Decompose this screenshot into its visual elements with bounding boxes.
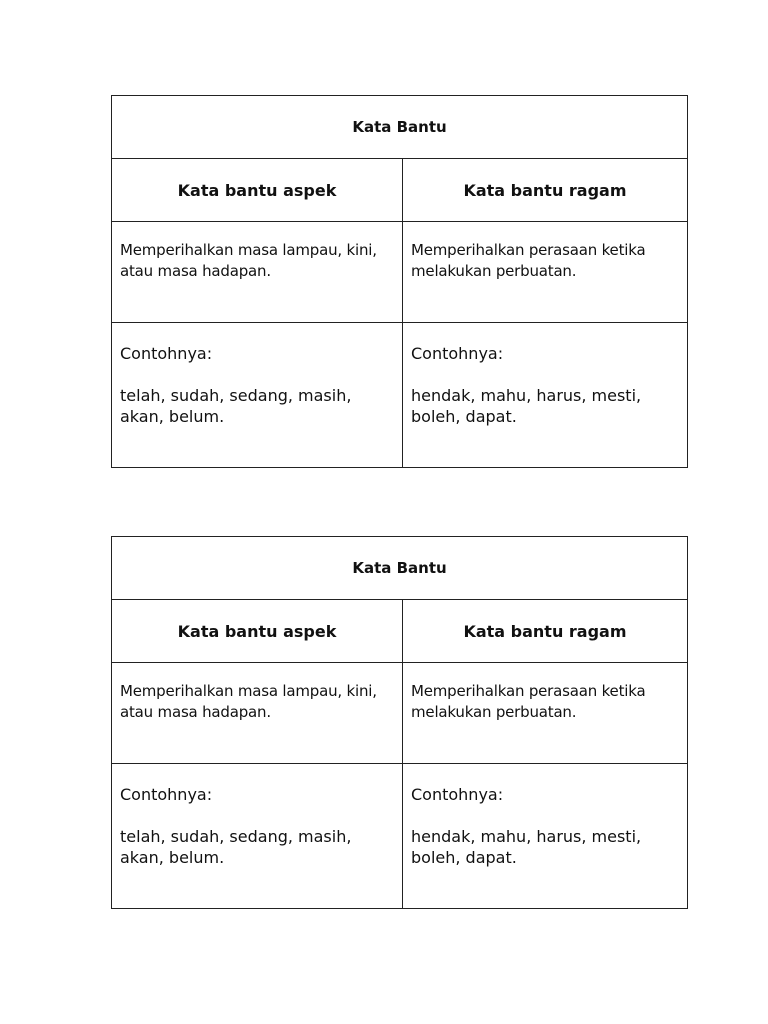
aspek-example-label: Contohnya:	[120, 344, 213, 363]
aspek-example-words: telah, sudah, sedang, masih, akan, belum.	[120, 827, 352, 867]
aspek-description: Memperihalkan masa lampau, kini, atau masa hadapan.	[112, 222, 403, 323]
aspek-example-words: telah, sudah, sedang, masih, akan, belum.	[120, 386, 352, 426]
aspek-heading: Kata bantu aspek	[112, 600, 403, 663]
ragam-description: Memperihalkan perasaan ketika melakukan perbuatan.	[403, 663, 688, 764]
ragam-example-words: hendak, mahu, harus, mesti, boleh, dapat.	[411, 827, 642, 867]
ragam-heading: Kata bantu ragam	[403, 600, 688, 663]
ragam-examples-cell	[403, 764, 688, 909]
ragam-example-words: hendak, mahu, harus, mesti, boleh, dapat.	[411, 386, 642, 426]
aspek-example-label: Contohnya:	[120, 785, 213, 804]
ragam-heading: Kata bantu ragam	[403, 159, 688, 222]
aspek-heading: Kata bantu aspek	[112, 159, 403, 222]
ragam-description: Memperihalkan perasaan ketika melakukan perbuatan.	[403, 222, 688, 323]
kata-bantu-card-2	[111, 536, 688, 909]
card-title: Kata Bantu	[112, 537, 688, 600]
card-title: Kata Bantu	[112, 96, 688, 159]
ragam-examples-cell	[403, 323, 688, 468]
aspek-examples-cell	[112, 323, 403, 468]
kata-bantu-card-1	[111, 95, 688, 468]
aspek-description: Memperihalkan masa lampau, kini, atau masa hadapan.	[112, 663, 403, 764]
ragam-example-label: Contohnya:	[411, 344, 504, 363]
aspek-examples-cell	[112, 764, 403, 909]
ragam-example-label: Contohnya:	[411, 785, 504, 804]
